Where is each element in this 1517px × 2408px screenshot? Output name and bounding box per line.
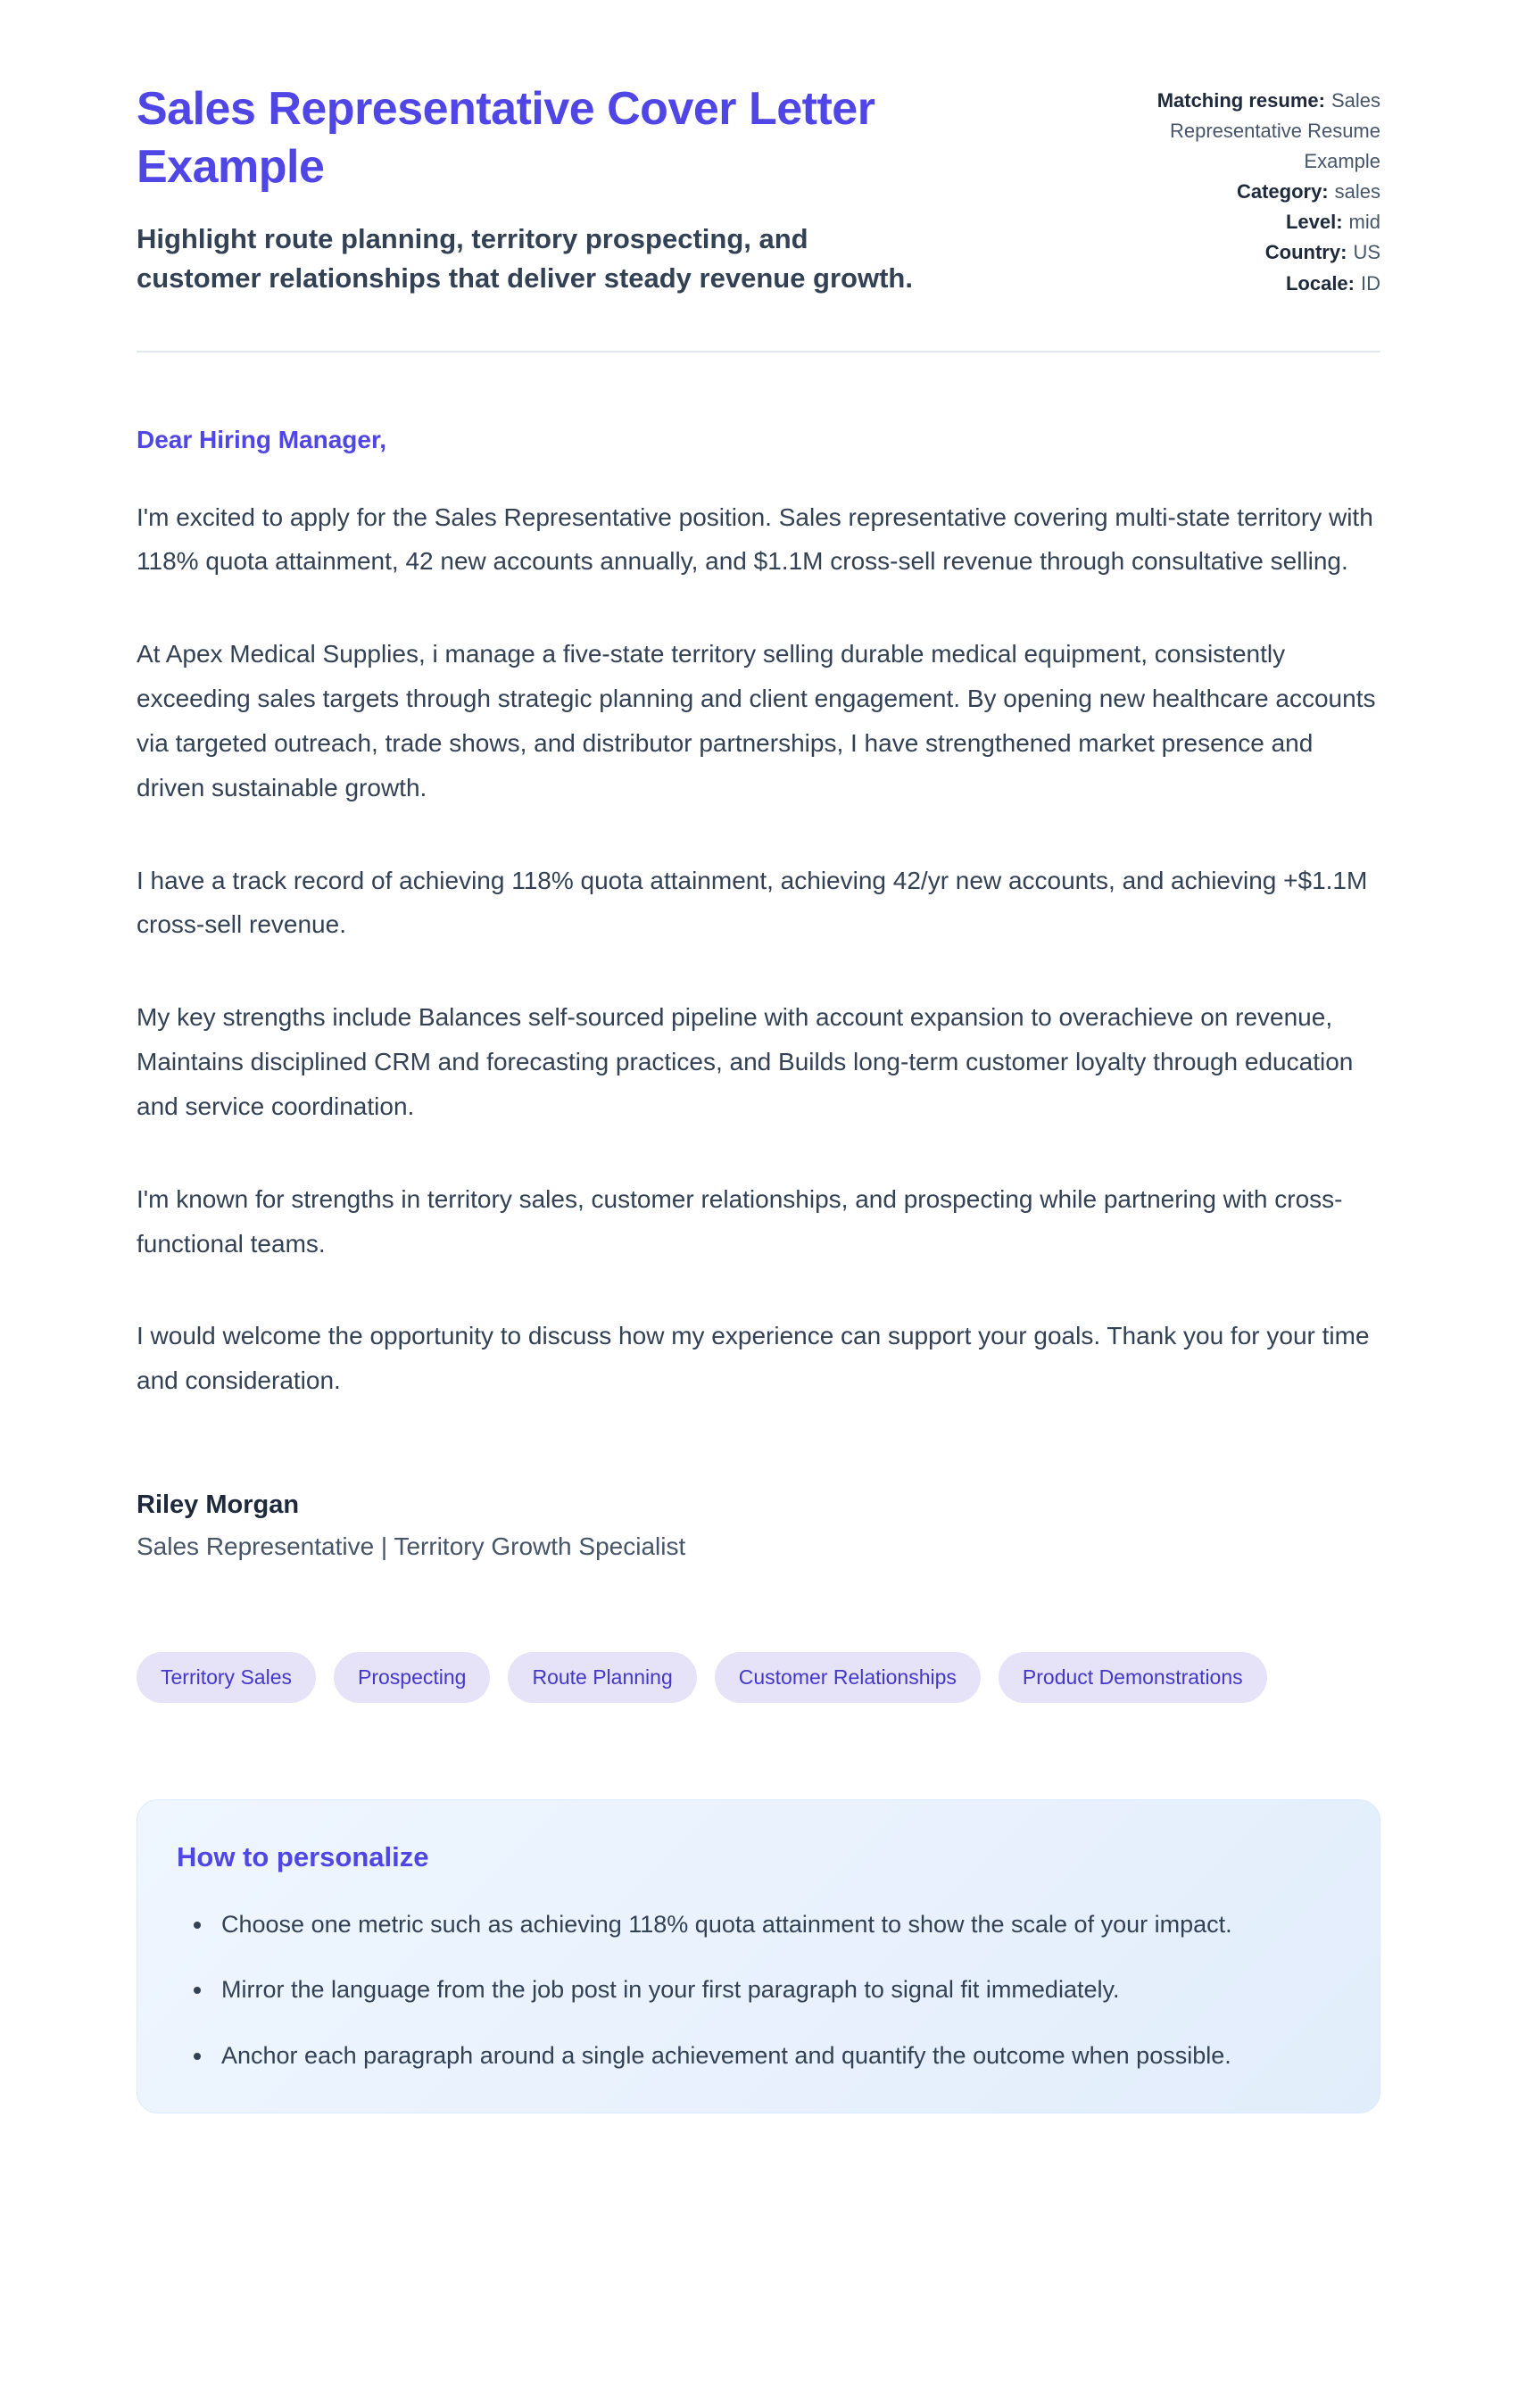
header-divider — [137, 351, 1380, 353]
meta-panel — [1099, 80, 1380, 299]
meta-locale-label: Locale: — [1285, 271, 1355, 295]
personalize-box — [137, 1799, 1380, 2113]
letter-paragraph-4: My key strengths include Balances self-sourced pipeline with account expansion to overachieve on revenue, Maintains disciplined CRM and forecasting practices, and Builds long-term customer loyalty through education and service coordination. — [137, 1003, 1354, 1120]
salutation: Dear Hiring Manager, — [137, 425, 387, 453]
letter-paragraph-1: I'm excited to apply for the Sales Representative position. Sales representative covering multi-state territory with 118% quota attainment, 42 new accounts annually, and $1.1M cross-sell revenue through consultative selling. — [137, 502, 1373, 576]
letter-paragraph-5: I'm known for strengths in territory sales, customer relationships, and prospecting while partnering with cross-functional teams. — [137, 1184, 1343, 1258]
header-title-block — [137, 80, 1055, 298]
meta-level-value: mid — [1348, 211, 1380, 234]
meta-category-label: Category: — [1236, 180, 1329, 203]
meta-locale-value: ID — [1361, 271, 1380, 295]
meta-locale — [1099, 269, 1380, 299]
meta-category — [1099, 177, 1380, 207]
page-subtitle: Highlight route planning, territory prospecting, and customer relationships that deliver steady revenue growth. — [137, 223, 913, 295]
letter-paragraph-3: I have a track record of achieving 118% quota attainment, achieving 42/yr new accounts, and achieving +$1.1M cross-sell revenue. — [137, 866, 1368, 939]
tag-route-planning[interactable]: Route Planning — [508, 1652, 696, 1703]
meta-matching-resume — [1099, 86, 1380, 177]
tag-customer-relationships[interactable]: Customer Relationships — [715, 1652, 981, 1703]
personalize-tip-3: • Anchor each paragraph around a single achievement and quantify the outcome when possible. — [214, 2035, 1335, 2077]
meta-country — [1099, 237, 1380, 268]
signature-title: Sales Representative | Territory Growth Specialist — [137, 1532, 686, 1561]
meta-level — [1099, 207, 1380, 237]
letter-body — [137, 426, 1380, 2113]
signature-name: Riley Morgan — [137, 1490, 300, 1520]
letter-paragraph-6: I would welcome the opportunity to discuss how my experience can support your goals. Thank you for your time and consideration. — [137, 1322, 1370, 1395]
tag-territory-sales[interactable]: Territory Sales — [137, 1652, 316, 1703]
meta-country-value: US — [1353, 241, 1380, 264]
meta-level-label: Level: — [1285, 211, 1343, 234]
page-title: Sales Representative Cover Letter Example — [137, 83, 875, 193]
letter-paragraph-2: At Apex Medical Supplies, i manage a five-state territory selling durable medical equipment, consistently exceeding sales targets through strategic planning and client engagement. By opening new healthcare accounts via targeted outreach, trade shows, and distributor partnerships, I have strengthened market presence and driven sustainable growth. — [137, 640, 1376, 801]
personalize-tip-1: • Choose one metric such as achieving 118% quota attainment to show the scale of your impact. — [214, 1904, 1335, 1946]
personalize-heading: How to personalize — [177, 1841, 429, 1873]
tag-product-demonstrations[interactable]: Product Demonstrations — [999, 1652, 1267, 1703]
meta-country-label: Country: — [1264, 241, 1347, 264]
page-header — [137, 80, 1380, 299]
meta-matching-resume-label: Matching resume: — [1156, 89, 1325, 112]
tag-list — [137, 1652, 1380, 1703]
tag-prospecting[interactable]: Prospecting — [334, 1652, 490, 1703]
personalize-tip-list — [177, 1904, 1335, 2077]
personalize-tip-2: • Mirror the language from the job post in your first paragraph to signal fit immediately. — [214, 1969, 1335, 2011]
meta-category-value: sales — [1334, 180, 1380, 203]
matching-resume-link[interactable]: Sales Representative Resume Example — [1169, 89, 1380, 173]
